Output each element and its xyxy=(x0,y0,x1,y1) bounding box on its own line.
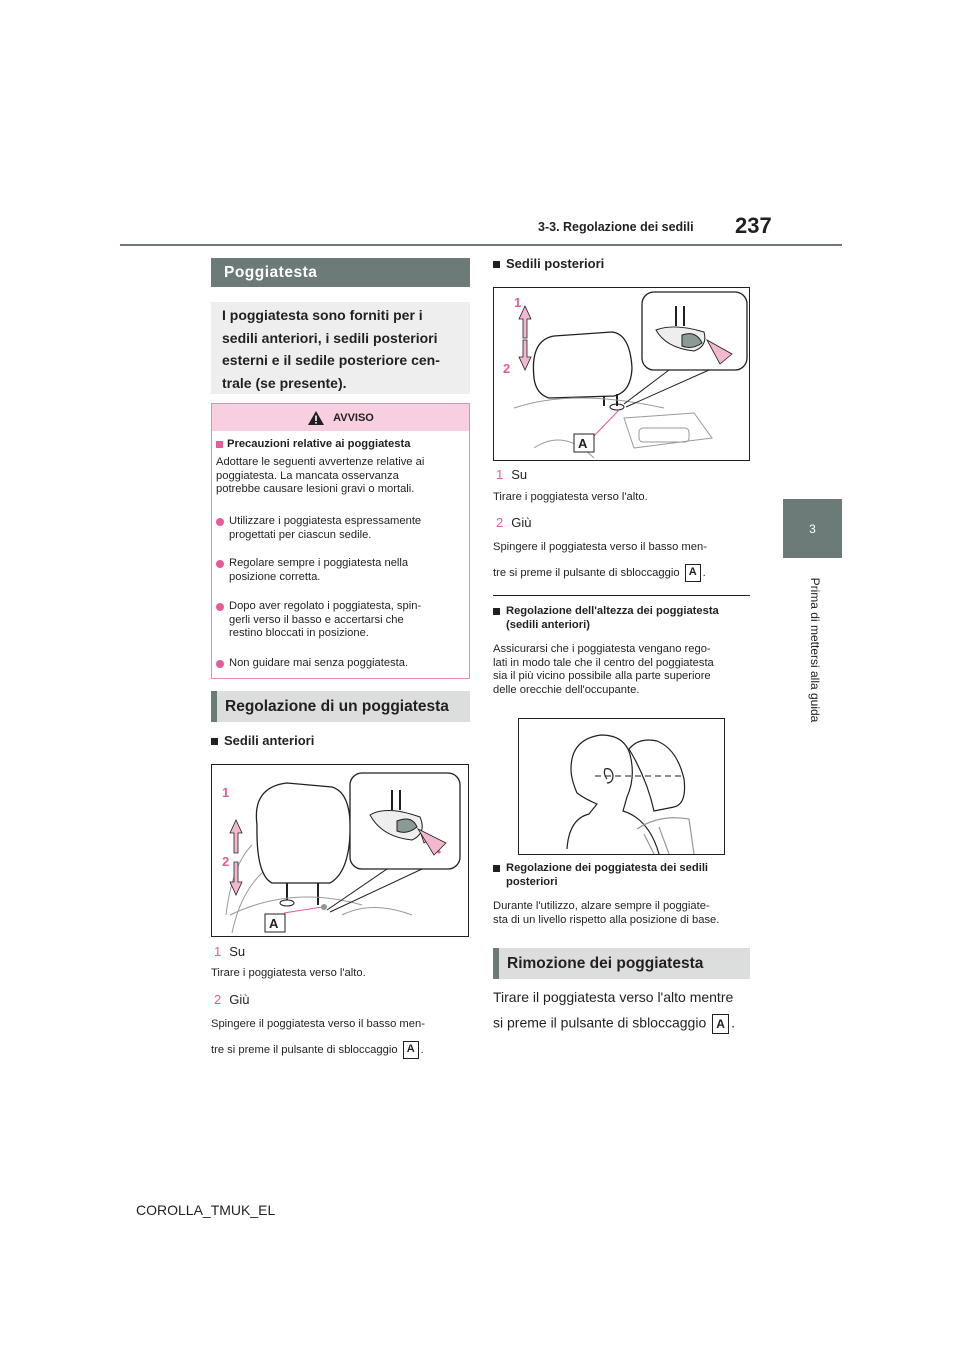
warning-bullet-line: Regolare sempre i poggiatesta nella xyxy=(229,557,409,569)
intro-line: trale (se presente). xyxy=(222,374,347,391)
document-code: COROLLA_TMUK_EL xyxy=(136,1202,276,1218)
warning-text-line: Adottare le seguenti avvertenze relative ai xyxy=(216,456,425,468)
front-headrest-illustration xyxy=(212,765,468,936)
period: . xyxy=(731,1014,736,1031)
heading-rimozione: Rimozione dei poggiatesta xyxy=(493,948,750,979)
pink-square-icon xyxy=(216,441,223,448)
divider xyxy=(493,595,750,596)
step-number: 1 xyxy=(214,944,222,959)
section-title: 3-3. Regolazione dei sedili xyxy=(538,220,694,234)
rimozione-line2 xyxy=(493,1014,735,1034)
step-number: 2 xyxy=(214,992,222,1007)
warning-bullet-line: gerli verso il basso e accertarsi che xyxy=(229,613,404,626)
chapter-tab xyxy=(783,499,842,558)
fig-label-a: A xyxy=(578,436,588,451)
release-button-key: A xyxy=(712,1014,729,1034)
subheading-rear xyxy=(493,256,604,271)
rear-adjust-title xyxy=(493,862,708,889)
intro-box xyxy=(211,302,470,394)
bullet-dot-icon xyxy=(216,660,224,668)
warning-text-line: potrebbe causare lesioni gravi o mortali. xyxy=(216,483,415,495)
warning-triangle-icon xyxy=(307,410,325,426)
rear-adjust-title-line: posteriori xyxy=(506,875,558,888)
front-step-2-desc-line2 xyxy=(211,1041,424,1059)
chapter-label: Prima di mettersi alla guida xyxy=(808,577,822,723)
height-text-line: Assicurarsi che i poggiatesta vengano rego- xyxy=(493,643,711,655)
rimozione-line2-text: si preme il pulsante di sbloccaggio xyxy=(493,1014,707,1031)
rear-adjust-text-line: sta di un livello rispetto alla posizione di base. xyxy=(493,913,720,926)
header-rule xyxy=(120,244,842,246)
subheading-front-text: Sedili anteriori xyxy=(224,733,315,748)
rear-headrest-illustration xyxy=(494,288,749,460)
black-square-icon xyxy=(493,865,500,872)
step-label: Su xyxy=(511,467,528,482)
front-step-1 xyxy=(214,944,245,959)
warning-text-line: poggiatesta. La mancata osservanza xyxy=(216,469,399,482)
step-label: Su xyxy=(229,944,246,959)
heading-poggiatesta: Poggiatesta xyxy=(211,258,470,287)
height-text xyxy=(493,643,714,697)
warning-bullet xyxy=(229,557,408,584)
black-square-icon xyxy=(493,608,500,615)
rear-adjust-text-line: Durante l'utilizzo, alzare sempre il poggiate- xyxy=(493,900,710,912)
page-number: 237 xyxy=(735,213,772,238)
rear-step-2-desc-line1: Spingere il poggiatesta verso il basso men- xyxy=(493,541,707,553)
subheading-rear-text: Sedili posteriori xyxy=(506,256,605,271)
rear-step-2-text: tre si preme il pulsante di sbloccaggio xyxy=(493,566,680,579)
step-label: Giù xyxy=(229,992,250,1007)
height-text-line: delle orecchie dell'occupante. xyxy=(493,683,640,696)
warning-bullet xyxy=(229,515,421,542)
release-button-key: A xyxy=(685,564,701,582)
warning-label: AVVISO xyxy=(333,411,374,424)
front-step-2 xyxy=(214,992,249,1007)
warning-bullet-line: Utilizzare i poggiatesta espressamente xyxy=(229,515,422,527)
step-number: 1 xyxy=(496,467,504,482)
warning-bullet-line: restino bloccati in posizione. xyxy=(229,627,369,639)
fig-label-2: 2 xyxy=(503,361,511,376)
height-title-line: Regolazione dell'altezza dei poggiatesta xyxy=(506,605,719,617)
rear-adjust-title-line: Regolazione dei poggiatesta dei sedili xyxy=(506,862,709,874)
rear-adjust-text xyxy=(493,900,719,927)
warning-bullet-line: progettati per ciascun sedile. xyxy=(229,528,372,541)
bullet-dot-icon xyxy=(216,560,224,568)
warning-bullet-line: Dopo aver regolato i poggiatesta, spin- xyxy=(229,600,422,612)
warning-bullet-line: posizione corretta. xyxy=(229,570,321,583)
fig-label-1: 1 xyxy=(514,295,522,310)
warning-text xyxy=(216,456,424,497)
heading-regolazione: Regolazione di un poggiatesta xyxy=(211,691,470,722)
step-number: 2 xyxy=(496,515,504,530)
intro-line: sedili anteriori, i sedili posteriori xyxy=(222,329,438,346)
fig-label-a: A xyxy=(269,916,279,931)
bullet-dot-icon xyxy=(216,603,224,611)
figure-front-seat xyxy=(211,764,469,937)
rimozione-line1: Tirare il poggiatesta verso l'alto mentre xyxy=(493,989,734,1005)
height-title-line: (sedili anteriori) xyxy=(506,618,590,631)
period: . xyxy=(702,566,706,579)
height-title xyxy=(493,605,719,632)
subheading-front xyxy=(211,733,314,748)
rear-step-1 xyxy=(496,467,527,482)
rear-step-2-desc-line2 xyxy=(493,564,706,582)
step-label: Giù xyxy=(511,515,532,530)
front-step-2-desc-line1: Spingere il poggiatesta verso il basso men- xyxy=(211,1018,425,1030)
intro-line: I poggiatesta sono forniti per i xyxy=(222,307,423,323)
front-step-2-text: tre si preme il pulsante di sbloccaggio xyxy=(211,1043,398,1056)
black-square-icon xyxy=(211,738,218,745)
height-text-line: lati in modo tale che il centro del poggiatesta xyxy=(493,656,714,669)
black-square-icon xyxy=(493,261,500,268)
warning-subtitle xyxy=(216,438,410,452)
warning-header xyxy=(212,404,469,431)
rear-step-2 xyxy=(496,515,531,530)
front-step-1-desc: Tirare i poggiatesta verso l'alto. xyxy=(211,967,366,979)
intro-line: esterni e il sedile posteriore cen- xyxy=(222,352,440,368)
warning-bullet xyxy=(229,657,408,671)
rear-step-1-desc: Tirare i poggiatesta verso l'alto. xyxy=(493,491,648,503)
height-text-line: sia il più vicino possibile alla parte superiore xyxy=(493,670,711,682)
figure-rear-seat xyxy=(493,287,750,461)
release-button-key: A xyxy=(403,1041,419,1059)
warning-bullet-line: Non guidare mai senza poggiatesta. xyxy=(229,657,409,669)
warning-subtitle-text: Precauzioni relative ai poggiatesta xyxy=(227,438,411,450)
bullet-dot-icon xyxy=(216,518,224,526)
figure-head-position xyxy=(518,718,725,855)
fig-label-2: 2 xyxy=(222,854,230,869)
period: . xyxy=(420,1043,424,1056)
fig-label-1: 1 xyxy=(222,785,230,800)
warning-bullet xyxy=(229,600,421,641)
chapter-number: 3 xyxy=(809,521,816,536)
occupant-head-illustration xyxy=(519,719,724,854)
